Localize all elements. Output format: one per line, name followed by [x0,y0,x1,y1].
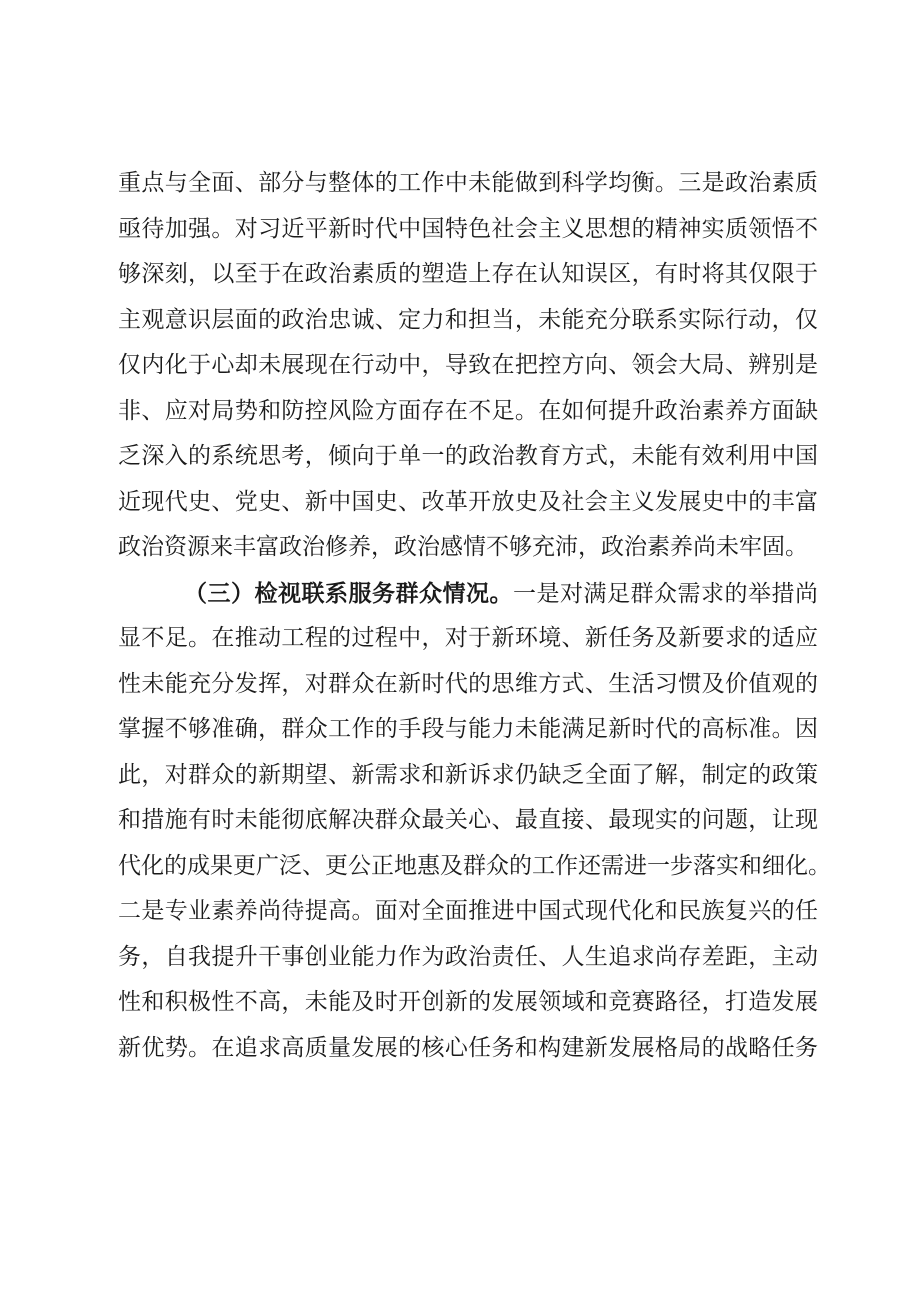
text-line: 仅内化于心却未展现在行动中，导致在把控方向、领会大局、辨别是 [118,352,818,378]
text-line-with-heading [118,571,818,617]
text-line: 重点与全面、部分与整体的工作中未能做到科学均衡。三是政治素质 [118,170,818,196]
text-line: 掌握不够准确，群众工作的手段与能力未能满足新时代的高标准。因 [118,716,818,742]
text-line: 此，对群众的新期望、新需求和新诉求仍缺乏全面了解，制定的政策 [118,761,818,788]
text-line: 性和积极性不高，未能及时开创新的发展领域和竞赛路径，打造发展 [118,989,818,1015]
paragraph-political-quality [118,161,818,571]
text-line: 和措施有时未能彻底解决群众最关心、最直接、最现实的问题，让现 [118,807,818,833]
text-line: 政治资源来丰富政治修养，政治感情不够充沛，政治素养尚未牢固。 [118,534,808,560]
text-line: 乏深入的系统思考，倾向于单一的政治教育方式，未能有效利用中国 [118,443,818,469]
section-heading: （三）检视联系服务群众情况。 [184,579,513,607]
document-body [118,161,831,1071]
text-line: 显不足。在推动工程的过程中，对于新环境、新任务及新要求的适应 [118,625,818,651]
text-line: 亟待加强。对习近平新时代中国特色社会主义思想的精神实质领悟不 [118,215,818,242]
text-line: 主观意识层面的政治忠诚、定力和担当，未能充分联系实际行动，仅 [118,306,818,333]
text-line: 性未能充分发挥，对群众在新时代的思维方式、生活习惯及价值观的 [118,670,818,697]
text-line: 非、应对局势和防控风险方面存在不足。在如何提升政治素养方面缺 [118,397,818,424]
text-line: 务，自我提升干事创业能力作为政治责任、人生追求尚存差距，主动 [118,943,818,970]
paragraph-serving-masses [118,571,831,1072]
text-line: 代化的成果更广泛、更公正地惠及群众的工作还需进一步落实和细化。 [118,852,831,879]
text-line: 二是专业素养尚待提高。面对全面推进中国式现代化和民族复兴的任 [118,898,818,924]
text-line: 够深刻，以至于在政治素质的塑造上存在认知误区，有时将其仅限于 [118,261,818,287]
text-line: 近现代史、党史、新中国史、改革开放史及社会主义发展史中的丰富 [118,488,818,515]
heading-line-rest: 一是对满足群众需求的举措尚 [513,580,818,607]
text-line: 新优势。在追求高质量发展的核心任务和构建新发展格局的战略任务 [118,1034,818,1061]
